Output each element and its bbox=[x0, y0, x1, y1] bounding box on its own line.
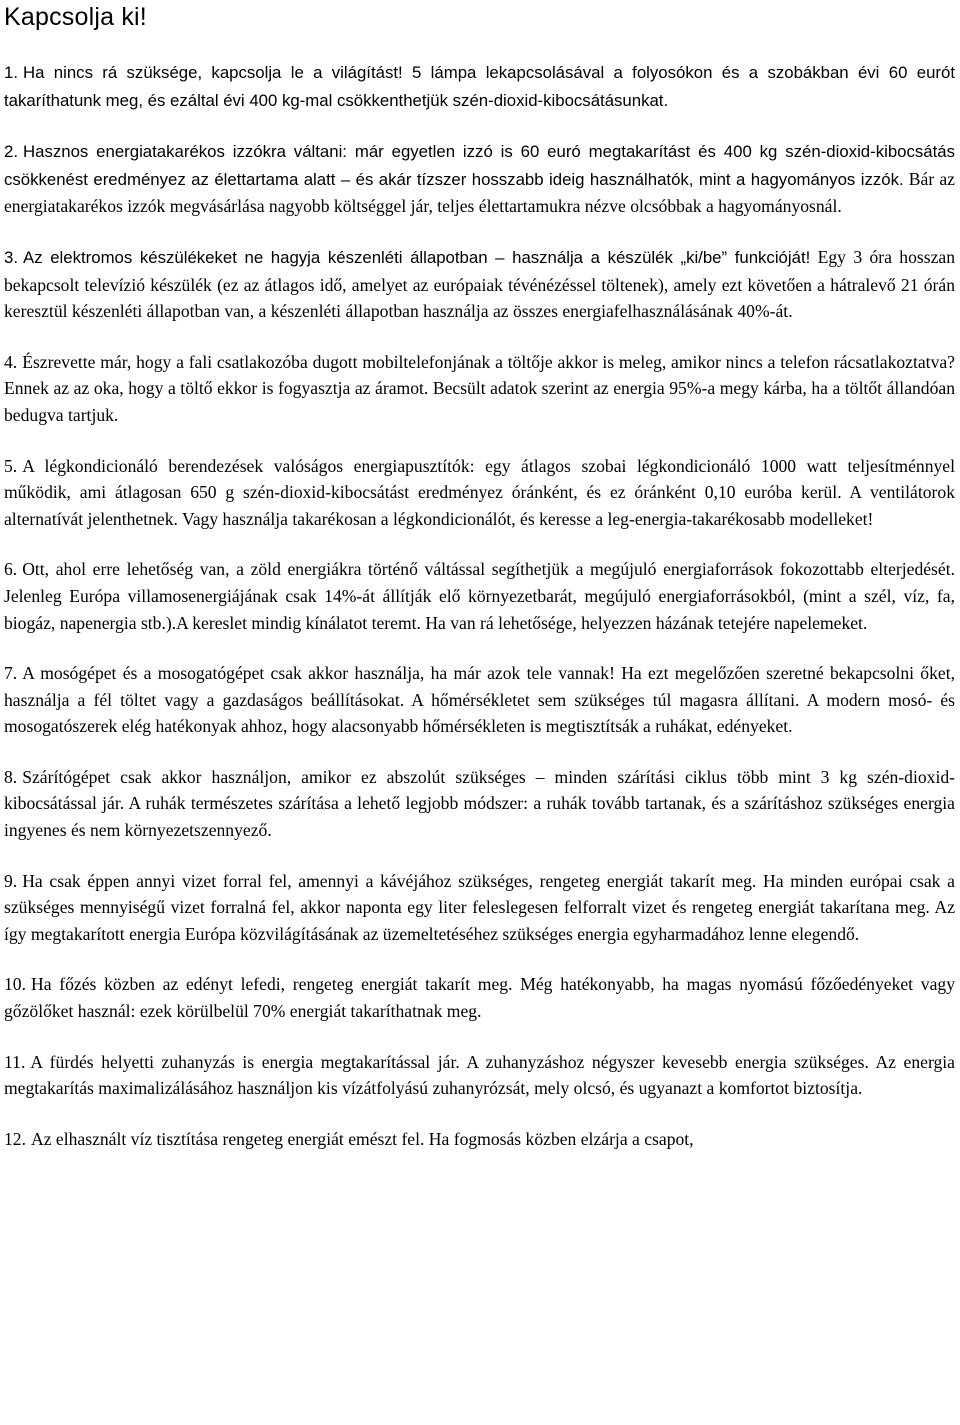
item-number: 4. bbox=[4, 351, 18, 372]
list-item bbox=[4, 244, 955, 325]
item-text: Az elhasznált víz tisztítása rengeteg energiát emészt fel. Ha fogmosás közben elzárja a csapot, bbox=[31, 1128, 694, 1149]
item-number: 11. bbox=[4, 1051, 26, 1072]
list-item bbox=[4, 1126, 955, 1153]
item-number: 5. bbox=[4, 455, 18, 476]
item-text: Bár az energiatakarékos izzók megvásárlása nagyobb költséggel jár, teljes élettartamukra nézve olcsóbbak a hagyományosnál. bbox=[4, 168, 955, 217]
item-number: 8. bbox=[4, 766, 18, 787]
list-item bbox=[4, 971, 955, 1024]
item-text: Ha főzés közben az edényt lefedi, rengeteg energiát takarít meg. Még hatékonyabb, ha magas nyomású főzőedényeket vagy gőzölőket használ: ezek körülbelül 70% energiát takaríthatnak meg. bbox=[4, 974, 955, 1022]
item-number: 10. bbox=[4, 974, 26, 995]
item-lead-text: Hasznos energiatakarékos izzókra váltani: már egyetlen izzó is 60 euró megtakarítást és 400 kg szén-dioxid-kibocsátás csökkenést eredményez az élettartama alatt – és akár tízszer hosszabb ideig használhatók, mint a hagyományos izzók. bbox=[4, 142, 955, 189]
item-number: 3. bbox=[4, 247, 18, 267]
list-item bbox=[4, 138, 955, 220]
item-number: 9. bbox=[4, 870, 18, 891]
list-item bbox=[4, 556, 955, 636]
item-text: Egy 3 óra hosszan bekapcsolt televízió készülék (ez az átlagos idő, amelyet az európaiak tévénézéssel töltenek), amely ezt követően a hátralevő 21 órán keresztül készenléti állapotban van, a készenléti állapotban használja az összes energiafelhasználásának 40%-át. bbox=[4, 246, 955, 322]
item-text: A mosógépet és a mosogatógépet csak akkor használja, ha már azok tele vannak! Ha ezt megelőzően szeretné bekapcsolni őket, használja a fél töltet vagy a gazdaságos beállításokat. A hőmérsékletet sem szükséges túl magasra állítani. A modern mosó- és mosogatószerek elég hatékonyak ahhoz, hogy alacsonyabb hőmérsékleten is megtisztítsák a ruhákat, edényeket. bbox=[4, 663, 955, 737]
tips-list bbox=[4, 59, 955, 1152]
item-text: Szárítógépet csak akkor használjon, amikor ez abszolút szükséges – minden szárítási ciklus több mint 3 kg szén-dioxid-kibocsátással jár. A ruhák természetes szárítása a lehető legjobb módszer: a ruhák tovább tartanak, és a szárításhoz szükséges energia ingyenes és nem környezetszennyező. bbox=[4, 766, 955, 841]
item-number: 6. bbox=[4, 559, 18, 580]
item-number: 12. bbox=[4, 1128, 26, 1149]
item-number: 2. bbox=[4, 142, 18, 162]
item-text: Ott, ahol erre lehetőség van, a zöld energiákra történő váltással segíthetjük a megújuló energiaforrások fokozottabb elterjedését. Jelenleg Európa villamosenergiájának csak 14%-át állítják elő környezetbarát, megújuló energiaforrásokból, (mint a szél, víz, fa, biogáz, napenergia stb.).A kereslet mindig kínálatot teremt. Ha van rá lehetősége, helyezzen házának tetejére napelemeket. bbox=[4, 559, 955, 633]
list-item bbox=[4, 764, 955, 844]
list-item bbox=[4, 349, 955, 429]
list-item bbox=[4, 59, 955, 114]
item-number: 1. bbox=[4, 63, 18, 82]
item-lead-text: Ha nincs rá szüksége, kapcsolja le a világítást! 5 lámpa lekapcsolásával a folyosókon és a szobákban évi 60 eurót takaríthatunk meg, és ezáltal évi 400 kg-mal csökkenthetjük szén-dioxid-kibocsátásunkat. bbox=[4, 63, 955, 110]
list-item bbox=[4, 868, 955, 948]
page-title: Kapcsolja ki! bbox=[4, 3, 147, 31]
list-item bbox=[4, 660, 955, 740]
list-item bbox=[4, 453, 955, 533]
item-number: 7. bbox=[4, 663, 18, 684]
item-lead-text: Az elektromos készülékeket ne hagyja készenléti állapotban – használja a készülék „ki/be” funkcióját! bbox=[23, 247, 811, 267]
item-text: A fürdés helyetti zuhanyzás is energia megtakarítással jár. A zuhanyzáshoz négyszer kevesebb energia szükséges. Az energia megtakarítás maximalizálásához használjon kis vízátfolyású zuhanyrózsát, mely olcsó, és ugyanazt a komfortot biztosítja. bbox=[4, 1051, 955, 1099]
item-text: A légkondicionáló berendezések valóságos energiapusztítók: egy átlagos szobai légkondicionáló 1000 watt teljesítménnyel működik, ami átlagosan 650 g szén-dioxid-kibocsátást eredményez óránként, és ez óránként 0,10 euróba kerül. A ventilátorok alternatívát jelenthetnek. Vagy használja takarékosan a légkondicionálót, és keresse a leg-energia-takarékosabb modelleket! bbox=[4, 455, 955, 529]
item-text: Észrevette már, hogy a fali csatlakozóba dugott mobiltelefonjának a töltője akkor is meleg, amikor nincs a telefon rácsatlakoztatva? Ennek az az oka, hogy a töltő ekkor is fogyasztja az áramot. Becsült adatok szerint az energia 95%-a megy kárba, ha a töltőt állandóan bedugva tartjuk. bbox=[4, 351, 955, 425]
list-item bbox=[4, 1049, 955, 1102]
item-text: Ha csak éppen annyi vizet forral fel, amennyi a kávéjához szükséges, rengeteg energiát takarít meg. Ha minden európai csak a szükséges mennyiségű vizet forralná fel, akkor naponta egy liter feleslegesen felforralt vizet és rengeteg energiát takarítana meg. Az így megtakarított energia Európa közvilágításának az üzemeltetéséhez szükséges energia egyharmadához lenne elegendő. bbox=[4, 870, 955, 944]
